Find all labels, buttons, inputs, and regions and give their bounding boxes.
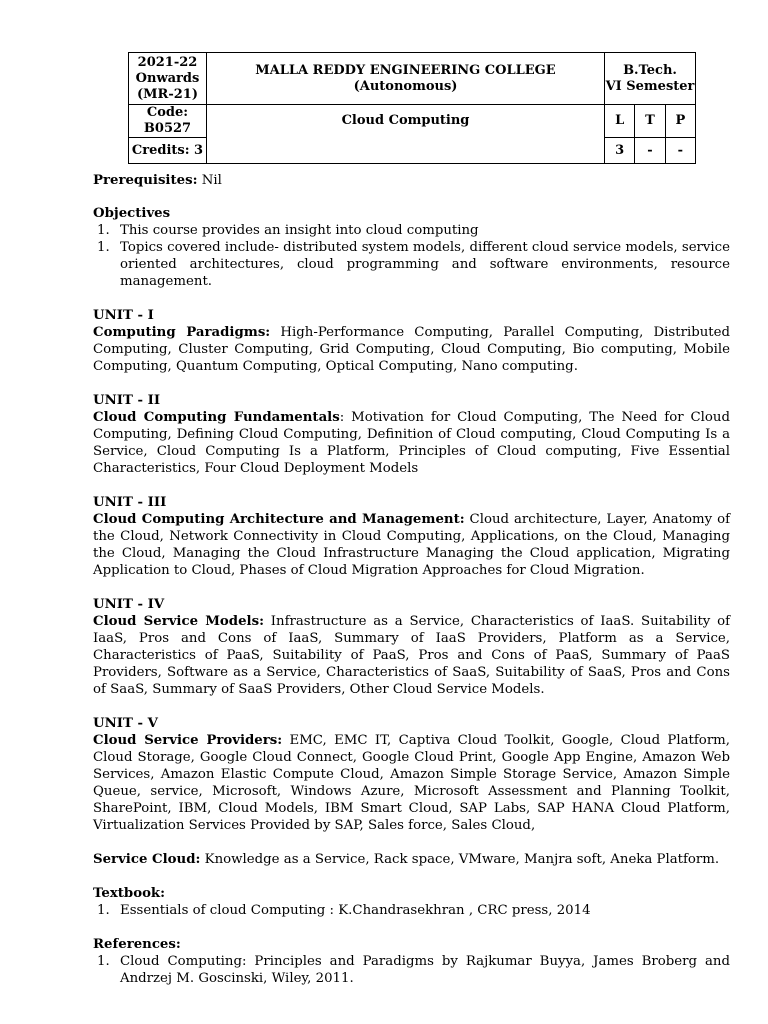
unit-body: : Motivation for Cloud Computing, The Need for Cloud Computing, Defining Cloud Computing, Definition of Cloud computing, Cloud Computing Is a Service, Cloud Computing Is a Platform, Principles of Cloud computing, Five Essential Characteristics, Four Cloud Deployment Models [93, 410, 730, 476]
unit-5-content [93, 732, 730, 834]
ltp-value-l: 3 [605, 138, 635, 164]
program-label: B.Tech. [623, 62, 677, 78]
list-item [93, 902, 730, 919]
course-credits: Credits: 3 [129, 138, 207, 164]
list-text: Essentials of cloud Computing : K.Chandrasekhran , CRC press, 2014 [120, 903, 591, 918]
year-line-1: 2021-22 [137, 54, 198, 70]
semester-cell [605, 53, 696, 105]
prerequisites-value: Nil [197, 173, 222, 188]
course-header-table [128, 52, 696, 164]
course-code: Code: B0527 [129, 105, 207, 138]
prerequisites-label: Prerequisites: [93, 173, 198, 188]
ltp-header-l: L [605, 105, 635, 138]
unit-body: High-Performance Computing, Parallel Computing, Distributed Computing, Cluster Computing, Grid Computing, Cloud Computing, Bio computing, Mobile Computing, Quantum Computing, Optical Computing, Nano computing. [93, 325, 730, 374]
objectives-list [93, 222, 730, 290]
syllabus-body [93, 172, 730, 987]
unit-heading-text: UNIT - V [93, 716, 158, 731]
unit-body: Infrastructure as a Service, Characteristics of IaaS. Suitability of IaaS, Pros and Cons of IaaS, Summary of IaaS Providers, Platform as a Service, Characteristics of PaaS, Suitability of PaaS, Pros and Cons of PaaS, Summary of PaaS Providers, Software as a Service, Characteristics of SaaS, Suitability of SaaS, Pros and Cons of SaaS, Summary of SaaS Providers, Other Cloud Service Models. [93, 614, 731, 697]
unit-2-content [93, 409, 730, 477]
unit-heading-text: UNIT - II [93, 393, 161, 408]
ltp-header-t: T [635, 105, 665, 138]
course-title [207, 105, 605, 164]
unit-3-heading [93, 494, 730, 511]
service-cloud-title: Service Cloud: [93, 852, 201, 867]
college-cell [207, 53, 605, 105]
regulation-cell [129, 53, 207, 105]
semester-label: VI Semester [605, 78, 695, 94]
list-text: Topics covered include- distributed system models, different cloud service models, service oriented architectures, cloud programming and software environments, resource management. [120, 240, 730, 289]
unit-4-heading [93, 596, 730, 613]
list-number: 1. [97, 903, 110, 918]
references-heading [93, 936, 730, 953]
textbook-list [93, 902, 730, 919]
service-cloud [93, 851, 730, 868]
unit-1-heading [93, 307, 730, 324]
objectives-heading-text: Objectives [93, 206, 171, 221]
unit-2-heading [93, 392, 730, 409]
year-line-2: Onwards [135, 70, 200, 86]
list-text: This course provides an insight into cloud computing [120, 223, 479, 238]
unit-4-content [93, 613, 730, 698]
unit-title: Cloud Service Models: [93, 614, 265, 629]
unit-body: Cloud architecture, Layer, Anatomy of the Cloud, Network Connectivity in Cloud Computing, Applications, on the Cloud, Managing the Cloud, Managing the Cloud Infrastructure Managing the Cloud application, Migrating Application to Cloud, Phases of Cloud Migration Approaches for Cloud Migration. [93, 512, 730, 578]
unit-1-content [93, 324, 730, 375]
references-list [93, 953, 730, 987]
list-number: 1. [97, 240, 110, 255]
unit-heading-text: UNIT - I [93, 308, 154, 323]
unit-title: Computing Paradigms: [93, 325, 271, 340]
references-heading-text: References: [93, 937, 181, 952]
textbook-heading [93, 885, 730, 902]
college-subtitle: (Autonomous) [353, 78, 458, 94]
list-item [93, 239, 730, 290]
unit-title: Cloud Service Providers: [93, 733, 283, 748]
unit-title: Cloud Computing Fundamentals [93, 410, 340, 425]
list-item [93, 953, 730, 987]
unit-3-content [93, 511, 730, 579]
ltp-value-t: - [635, 138, 665, 164]
prerequisites [93, 172, 730, 189]
service-cloud-body: Knowledge as a Service, Rack space, VMware, Manjra soft, Aneka Platform. [200, 852, 720, 867]
ltp-header-p: P [665, 105, 695, 138]
list-text: Cloud Computing: Principles and Paradigms by Rajkumar Buyya, James Broberg and Andrzej M. Goscinski, Wiley, 2011. [120, 954, 730, 986]
unit-title: Cloud Computing Architecture and Management: [93, 512, 465, 527]
list-number: 1. [97, 223, 110, 238]
year-line-3: (MR-21) [137, 86, 198, 102]
unit-body: EMC, EMC IT, Captiva Cloud Toolkit, Google, Cloud Platform, Cloud Storage, Google Cloud Connect, Google Cloud Print, Google App Engine, Amazon Web Services, Amazon Elastic Compute Cloud, Amazon Simple Storage Service, Amazon Simple Queue, service, Microsoft, Windows Azure, Microsoft Assessment and Planning Toolkit, SharePoint, IBM, Cloud Models, IBM Smart Cloud, SAP Labs, SAP HANA Cloud Platform, Virtualization Services Provided by SAP, Sales force, Sales Cloud, [93, 733, 731, 833]
objectives-heading [93, 205, 730, 222]
textbook-heading-text: Textbook: [93, 886, 166, 901]
unit-heading-text: UNIT - III [93, 495, 167, 510]
college-name: MALLA REDDY ENGINEERING COLLEGE [255, 62, 556, 78]
list-number: 1. [97, 954, 110, 969]
course-title-text: Cloud Computing [341, 113, 470, 128]
ltp-value-p: - [665, 138, 695, 164]
list-item [93, 222, 730, 239]
unit-heading-text: UNIT - IV [93, 597, 165, 612]
unit-5-heading [93, 715, 730, 732]
